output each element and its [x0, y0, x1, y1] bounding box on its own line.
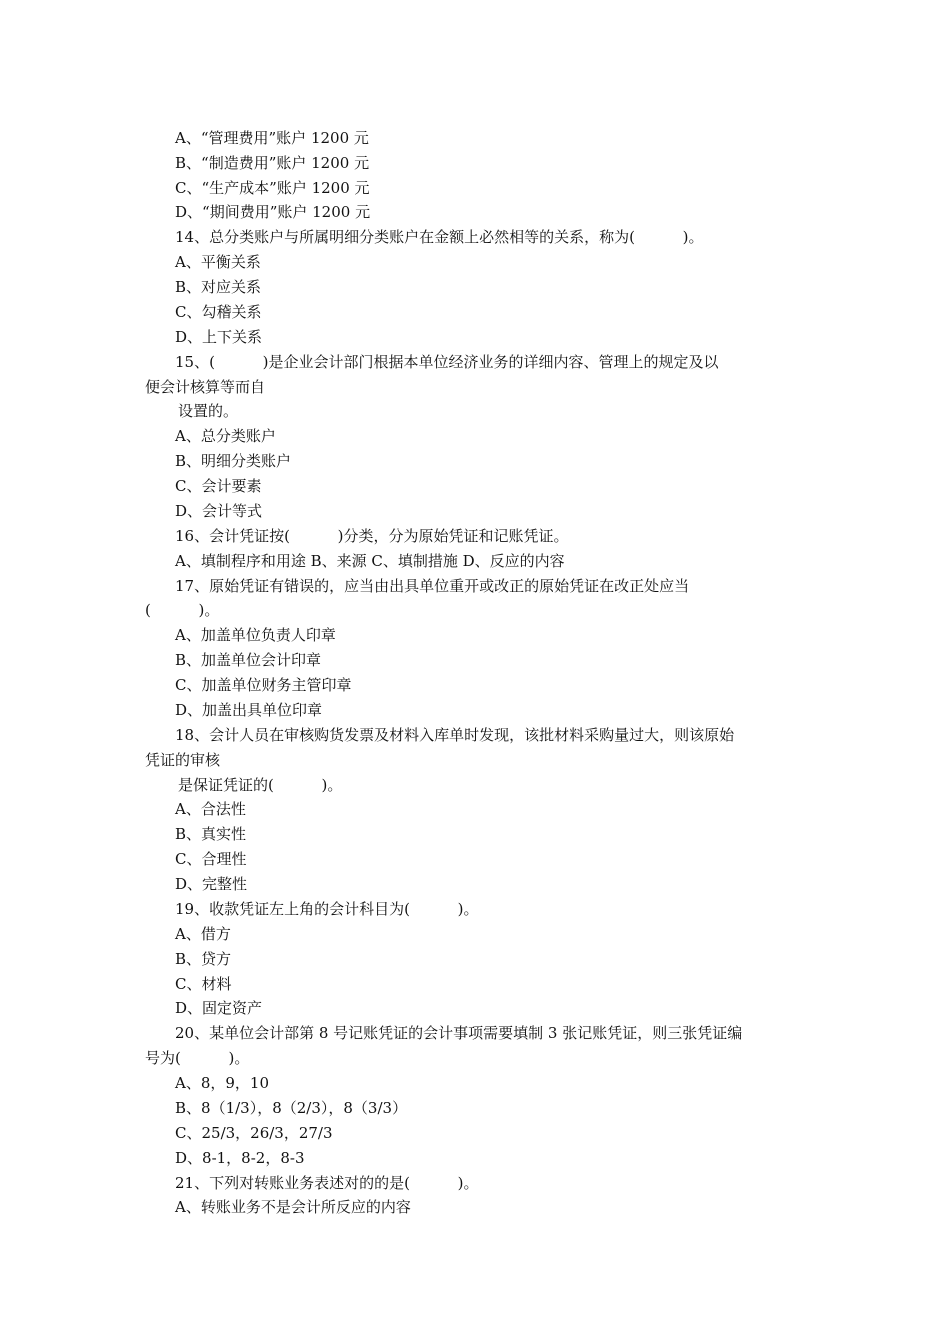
text-line: C、会计要素 [175, 477, 262, 495]
text-line: B、“制造费用”账户 1200 元 [175, 154, 370, 172]
text-line: ( )。 [145, 601, 220, 619]
text-line: B、8（1/3），8（2/3），8（3/3） [175, 1099, 408, 1117]
text-line: C、勾稽关系 [175, 303, 262, 321]
text-line: B、对应关系 [175, 278, 262, 296]
text-line: D、会计等式 [175, 502, 263, 520]
text-line: A、转账业务不是会计所反应的内容 [175, 1198, 411, 1216]
text-line: D、加盖出具单位印章 [175, 701, 323, 719]
text-line: B、加盖单位会计印章 [175, 651, 322, 669]
question-14: 14、总分类账户与所属明细分类账户在金额上必然相等的关系，称为( )。 [175, 228, 704, 246]
text-line: D、“期间费用”账户 1200 元 [175, 203, 371, 221]
text-line: B、明细分类账户 [175, 452, 292, 470]
text-line: D、完整性 [175, 875, 248, 893]
text-line: D、固定资产 [175, 999, 263, 1017]
text-line: C、材料 [175, 975, 232, 993]
text-line: A、加盖单位负责人印章 [175, 626, 336, 644]
text-line: A、8，9，10 [175, 1074, 270, 1092]
question-21: 21、下列对转账业务表述对的的是( )。 [175, 1174, 479, 1192]
text-line: C、“生产成本”账户 1200 元 [175, 179, 370, 197]
text-line: 凭证的审核 [145, 751, 221, 769]
text-line: 便会计核算等而自 [145, 378, 266, 396]
text-line: A、“管理费用”账户 1200 元 [175, 129, 369, 147]
question-19: 19、收款凭证左上角的会计科目为( )。 [175, 900, 479, 918]
text-line: A、合法性 [175, 800, 246, 818]
question-17: 17、原始凭证有错误的，应当由出具单位重开或改正的原始凭证在改正处应当 [175, 577, 690, 595]
text-line: A、总分类账户 [175, 427, 276, 445]
text-line: 号为( )。 [145, 1049, 250, 1067]
text-line: A、借方 [175, 925, 231, 943]
text-line: C、加盖单位财务主管印章 [175, 676, 352, 694]
text-line: 设置的。 [178, 402, 239, 420]
text-line: B、真实性 [175, 825, 247, 843]
text-line: A、填制程序和用途 B、来源 C、填制措施 D、反应的内容 [175, 552, 565, 570]
text-line: C、25/3，26/3，27/3 [175, 1124, 333, 1142]
text-line: 是保证凭证的( )。 [178, 776, 343, 794]
text-line: D、上下关系 [175, 328, 263, 346]
question-18: 18、会计人员在审核购货发票及材料入库单时发现，该批材料采购量过大，则该原始 [175, 726, 735, 744]
question-15: 15、( )是企业会计部门根据本单位经济业务的详细内容、管理上的规定及以 [175, 353, 719, 371]
text-line: D、8-1，8-2，8-3 [175, 1149, 305, 1167]
question-16: 16、会计凭证按( )分类，分为原始凭证和记账凭证。 [175, 527, 569, 545]
text-line: B、贷方 [175, 950, 232, 968]
text-line: C、合理性 [175, 850, 247, 868]
question-20: 20、某单位会计部第 8 号记账凭证的会计事项需要填制 3 张记账凭证，则三张凭证编 [175, 1024, 743, 1042]
text-line: A、平衡关系 [175, 253, 261, 271]
